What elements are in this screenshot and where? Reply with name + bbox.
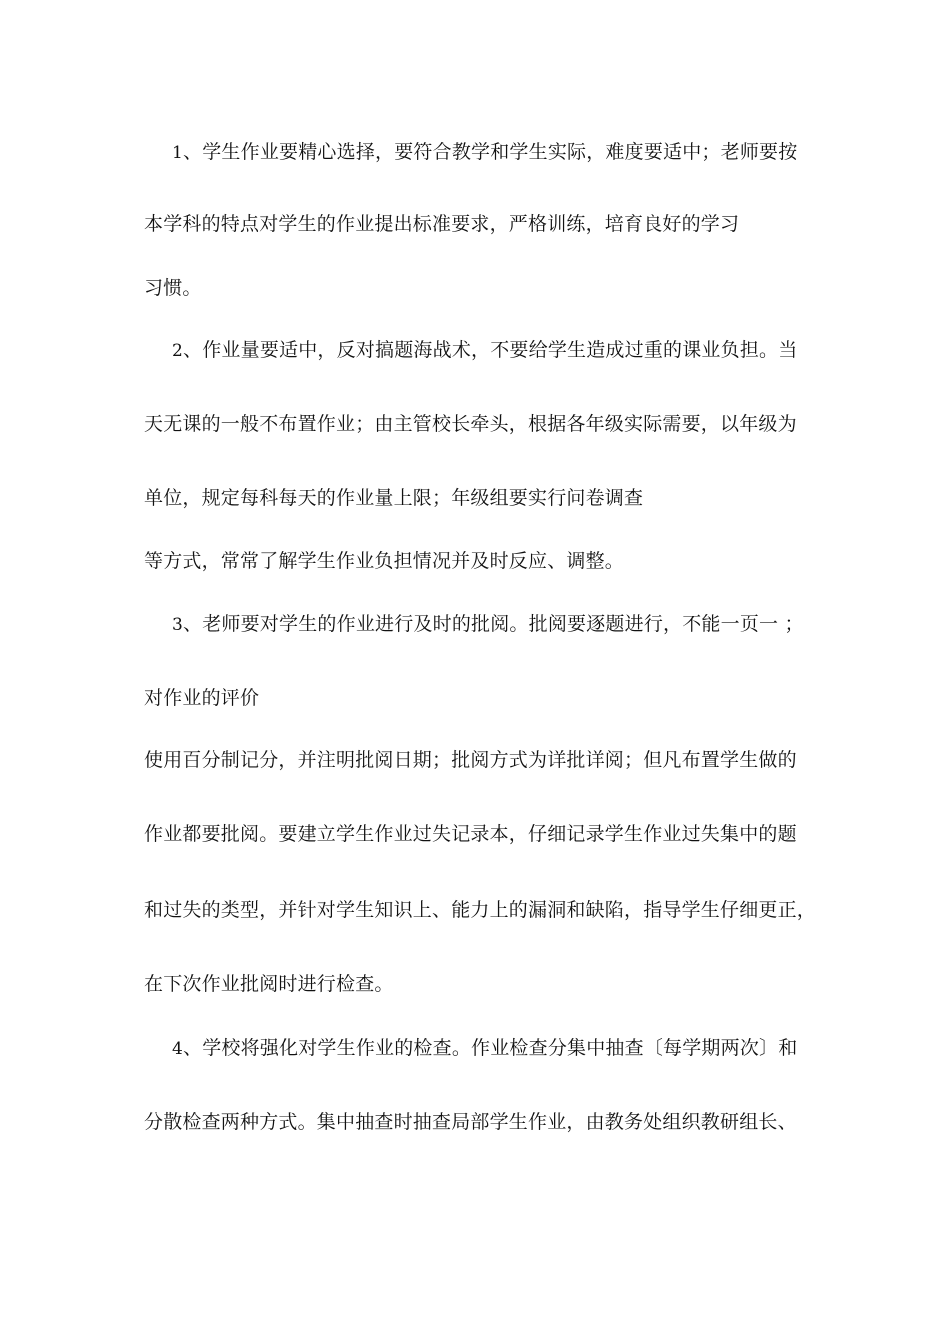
paragraph-3-line-1 xyxy=(172,612,804,637)
paragraph-3-line-3: 使用百分制记分，并注明批阅日期；批阅方式为详批详阅；但凡布置学生做的 xyxy=(144,749,797,771)
paragraph-4-number: 4 xyxy=(172,1039,184,1059)
paragraph-2-text: 、作业量要适中，反对搞题海战术，不要给学生造成过重的课业负担。当 xyxy=(183,339,798,361)
paragraph-2-line-2: 天无课的一般不布置作业；由主管校长牵头，根据各年级实际需要，以年级为 xyxy=(144,413,797,435)
paragraph-3-line-4: 作业都要批阅。要建立学生作业过失记录本，仔细记录学生作业过失集中的题 xyxy=(144,823,797,845)
paragraph-2-line-4: 等方式，常常了解学生作业负担情况并及时反应、调整。 xyxy=(144,550,625,572)
paragraph-3-text: 、老师要对学生的作业进行及时的批阅。批阅要逐题进行，不能一页一 ； xyxy=(183,613,804,635)
paragraph-1-line-2: 本学科的特点对学生的作业提出标准要求，严格训练，培育良好的学习 xyxy=(144,213,740,235)
paragraph-3-number: 3 xyxy=(172,615,184,635)
paragraph-3-line-2: 对作业的评价 xyxy=(144,687,260,709)
paragraph-2-number: 2 xyxy=(172,341,184,361)
paragraph-1-text: 、学生作业要精心选择，要符合教学和学生实际，难度要适中；老师要按 xyxy=(183,141,798,163)
paragraph-1-line-1 xyxy=(172,140,797,165)
paragraph-1-number: 1 xyxy=(172,143,184,163)
paragraph-2-line-1 xyxy=(172,338,797,363)
paragraph-3-line-6: 在下次作业批阅时进行检查。 xyxy=(144,973,394,995)
paragraph-4-text: 、学校将强化对学生作业的检查。作业检查分集中抽查〔每学期两次〕和 xyxy=(183,1037,798,1059)
paragraph-1-line-3: 习惯。 xyxy=(144,277,202,299)
paragraph-4-line-1 xyxy=(172,1036,797,1061)
paragraph-4-line-2: 分散检查两种方式。集中抽查时抽查局部学生作业，由教务处组织教研组长、 xyxy=(144,1111,797,1133)
paragraph-3-line-5: 和过失的类型，并针对学生知识上、能力上的漏洞和缺陷，指导学生仔细更正， xyxy=(144,899,817,921)
paragraph-2-line-3: 单位，规定每科每天的作业量上限；年级组要实行问卷调查 xyxy=(144,487,644,509)
